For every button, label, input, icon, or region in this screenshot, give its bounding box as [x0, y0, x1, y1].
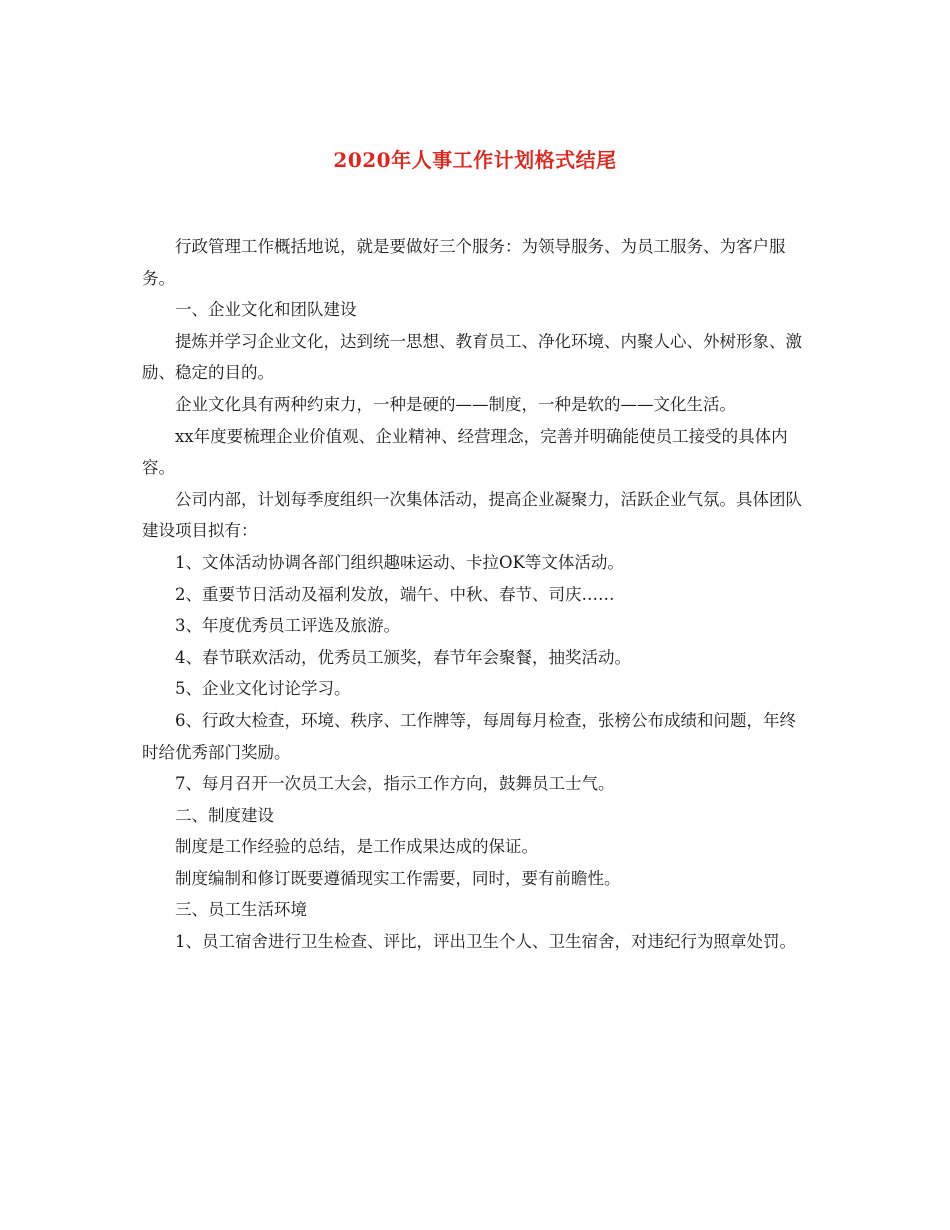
document-title: 2020年人事工作计划格式结尾 — [333, 148, 617, 172]
paragraph: 制度是工作经验的总结，是工作成果达成的保证。 — [175, 837, 538, 857]
list-item: 3、年度优秀员工评选及旅游。 — [175, 616, 400, 636]
paragraph: 提炼并学习企业文化，达到统一思想、教育员工、净化环境、内聚人心、外树形象、激励、稳定的目的。 — [142, 331, 802, 383]
list-item: 1、员工宿舍进行卫生检查、评比，评出卫生个人、卫生宿舍，对违纪行为照章处罚。 — [175, 932, 796, 952]
section-heading: 二、制度建设 — [175, 805, 274, 825]
document-body — [142, 231, 810, 958]
list-item: 4、春节联欢活动，优秀员工颁奖，春节年会聚餐，抽奖活动。 — [175, 647, 631, 667]
list-item: 1、文体活动协调各部门组织趣味运动、卡拉OK等文体活动。 — [175, 552, 624, 572]
paragraph: 行政管理工作概括地说，就是要做好三个服务：为领导服务、为员工服务、为客户服务。 — [142, 237, 786, 288]
paragraph: xx年度要梳理企业价值观、企业精神、经营理念，完善并明确能使员工接受的具体内容。 — [142, 426, 788, 478]
paragraph: 公司内部，计划每季度组织一次集体活动，提高企业凝聚力，活跃企业气氛。具体团队建设项目拟有： — [142, 489, 802, 541]
list-item: 2、重要节日活动及福利发放，端午、中秋、春节、司庆…… — [175, 584, 615, 604]
list-item: 7、每月召开一次员工大会，指示工作方向，鼓舞员工士气。 — [175, 774, 615, 794]
list-item: 6、行政大检查，环境、秩序、工作牌等，每周每月检查，张榜公布成绩和问题，年终时给优秀部门奖励。 — [142, 710, 796, 762]
section-heading: 一、企业文化和团队建设 — [175, 300, 357, 320]
paragraph: 制度编制和修订既要遵循现实工作需要，同时，要有前瞻性。 — [175, 868, 621, 888]
section-heading: 三、员工生活环境 — [175, 900, 307, 920]
list-item: 5、企业文化讨论学习。 — [175, 679, 351, 699]
paragraph: 企业文化具有两种约束力，一种是硬的——制度，一种是软的——文化生活。 — [175, 394, 736, 414]
